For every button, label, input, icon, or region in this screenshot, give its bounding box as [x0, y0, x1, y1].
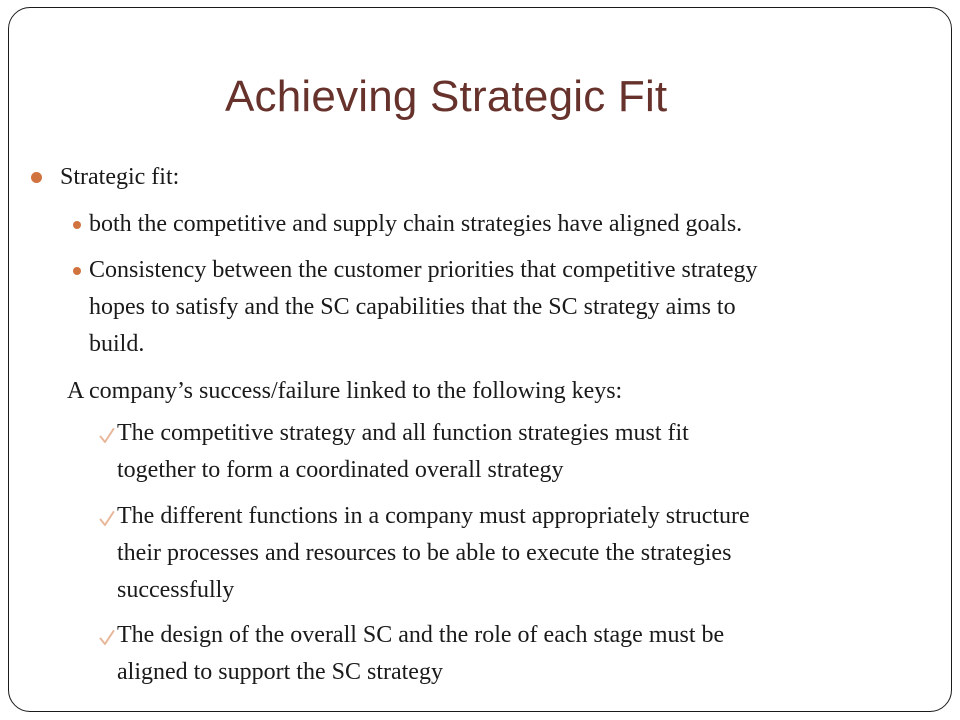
slide-title: Achieving Strategic Fit [225, 72, 668, 121]
level2-item-1 [89, 206, 742, 243]
level2-item-2-line-1: Consistency between the customer priorities that competitive strategy [89, 257, 758, 283]
key-item-1-line-2: together to form a coordinated overall strategy [117, 457, 564, 483]
key-item-1-line-1: The competitive strategy and all function strategies must fit [117, 420, 689, 446]
slide-frame [8, 7, 952, 712]
key-item-3 [117, 617, 724, 691]
key-item-2-line-1: The different functions in a company must appropriately structure [117, 503, 750, 529]
level2-item-2 [89, 252, 757, 363]
level2-bullet-icon [73, 267, 81, 275]
key-item-2-line-3: successfully [117, 577, 235, 603]
check-mark-icon [99, 510, 115, 528]
check-mark-icon [99, 629, 115, 647]
key-item-1 [117, 415, 689, 489]
level2-bullet-icon [73, 221, 81, 229]
level2-item-2-line-2: hopes to satisfy and the SC capabilities that the SC strategy aims to [89, 294, 736, 320]
key-item-2-line-2: their processes and resources to be able to execute the strategies [117, 540, 732, 566]
check-mark-icon [99, 427, 115, 445]
level1-label: Strategic fit: [60, 164, 180, 190]
key-item-2 [117, 498, 750, 609]
keys-intro: A company’s success/failure linked to the following keys: [67, 378, 623, 404]
key-item-3-line-2: aligned to support the SC strategy [117, 659, 443, 685]
key-item-3-line-1: The design of the overall SC and the role of each stage must be [117, 622, 725, 648]
level2-item-1-line-1: both the competitive and supply chain strategies have aligned goals. [89, 211, 743, 237]
level2-item-2-line-3: build. [89, 331, 145, 357]
level1-bullet-icon [31, 172, 42, 183]
